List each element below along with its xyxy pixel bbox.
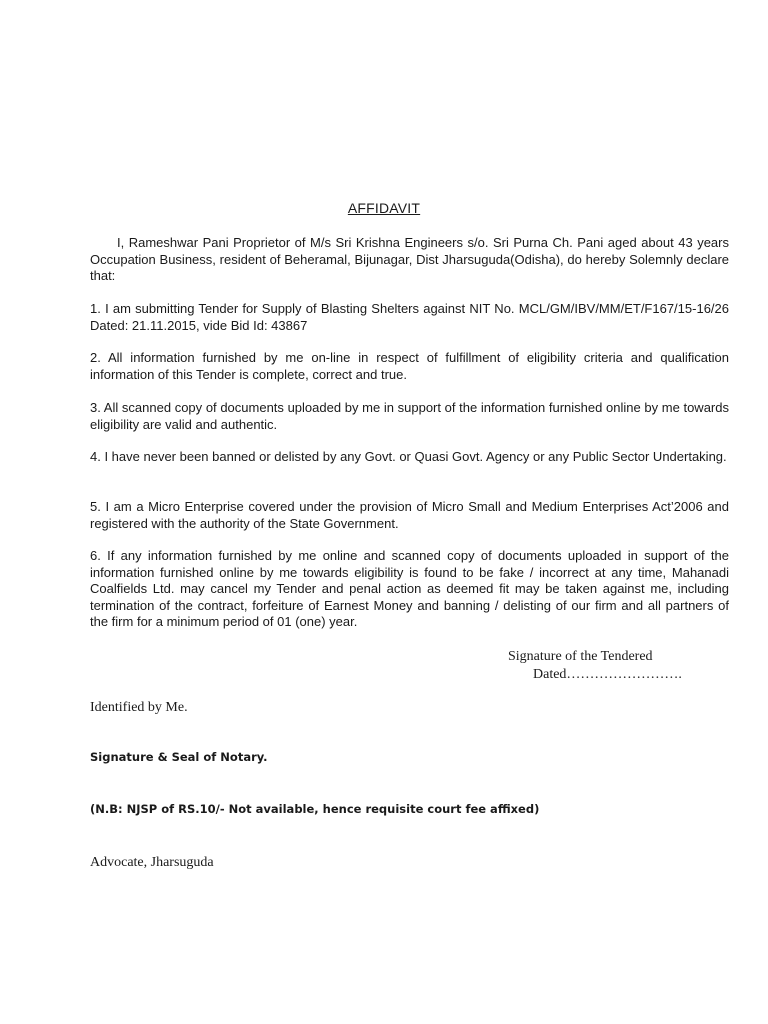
dated-line: Dated……………………. bbox=[533, 667, 682, 682]
declaration-point-1: 1. I am submitting Tender for Supply of Blasting Shelters against NIT No. MCL/GM/IBV/MM/ET/F167/15-16/26 Dated: 21.11.2015, vide Bid Id: 43867 bbox=[90, 301, 729, 333]
tenderer-signature-label: Signature of the Tendered bbox=[508, 649, 653, 664]
declaration-point-4: 4. I have never been banned or delisted by any Govt. or Quasi Govt. Agency or any Public Sector Undertaking. bbox=[90, 449, 727, 464]
njsp-note: (N.B: NJSP of RS.10/- Not available, hence requisite court fee affixed) bbox=[90, 802, 540, 816]
declaration-point-3: 3. All scanned copy of documents uploaded by me in support of the information furnished online by me towards eligibility are valid and authentic. bbox=[90, 400, 729, 432]
declaration-point-5: 5. I am a Micro Enterprise covered under the provision of Micro Small and Medium Enterprises Act’2006 and registered with the authority of the State Government. bbox=[90, 499, 729, 531]
document-title: AFFIDAVIT bbox=[347, 200, 421, 216]
identified-by-label: Identified by Me. bbox=[90, 700, 188, 715]
intro-paragraph: I, Rameshwar Pani Proprietor of M/s Sri Krishna Engineers s/o. Sri Purna Ch. Pani aged about 43 years Occupation Business, resident of Beheramal, Bijunagar, Dist Jharsuguda(Odisha), do hereby Solemnly declare that: bbox=[90, 235, 729, 283]
declaration-point-2: 2. All information furnished by me on-line in respect of fulfillment of eligibility criteria and qualification information of this Tender is complete, correct and true. bbox=[90, 350, 729, 382]
declaration-point-6: 6. If any information furnished by me online and scanned copy of documents uploaded in support of the information furnished online by me towards eligibility is found to be fake / incorrect at any time, Mahanadi Coalfields Ltd. may cancel my Tender and penal action as deemed fit may be taken against me, including termination of the contract, forfeiture of Earnest Money and banning / delisting of our firm and all partners of the firm for a minimum period of 01 (one) year. bbox=[90, 548, 729, 629]
advocate-label: Advocate, Jharsuguda bbox=[90, 855, 214, 870]
notary-signature-label: Signature & Seal of Notary. bbox=[90, 750, 268, 764]
